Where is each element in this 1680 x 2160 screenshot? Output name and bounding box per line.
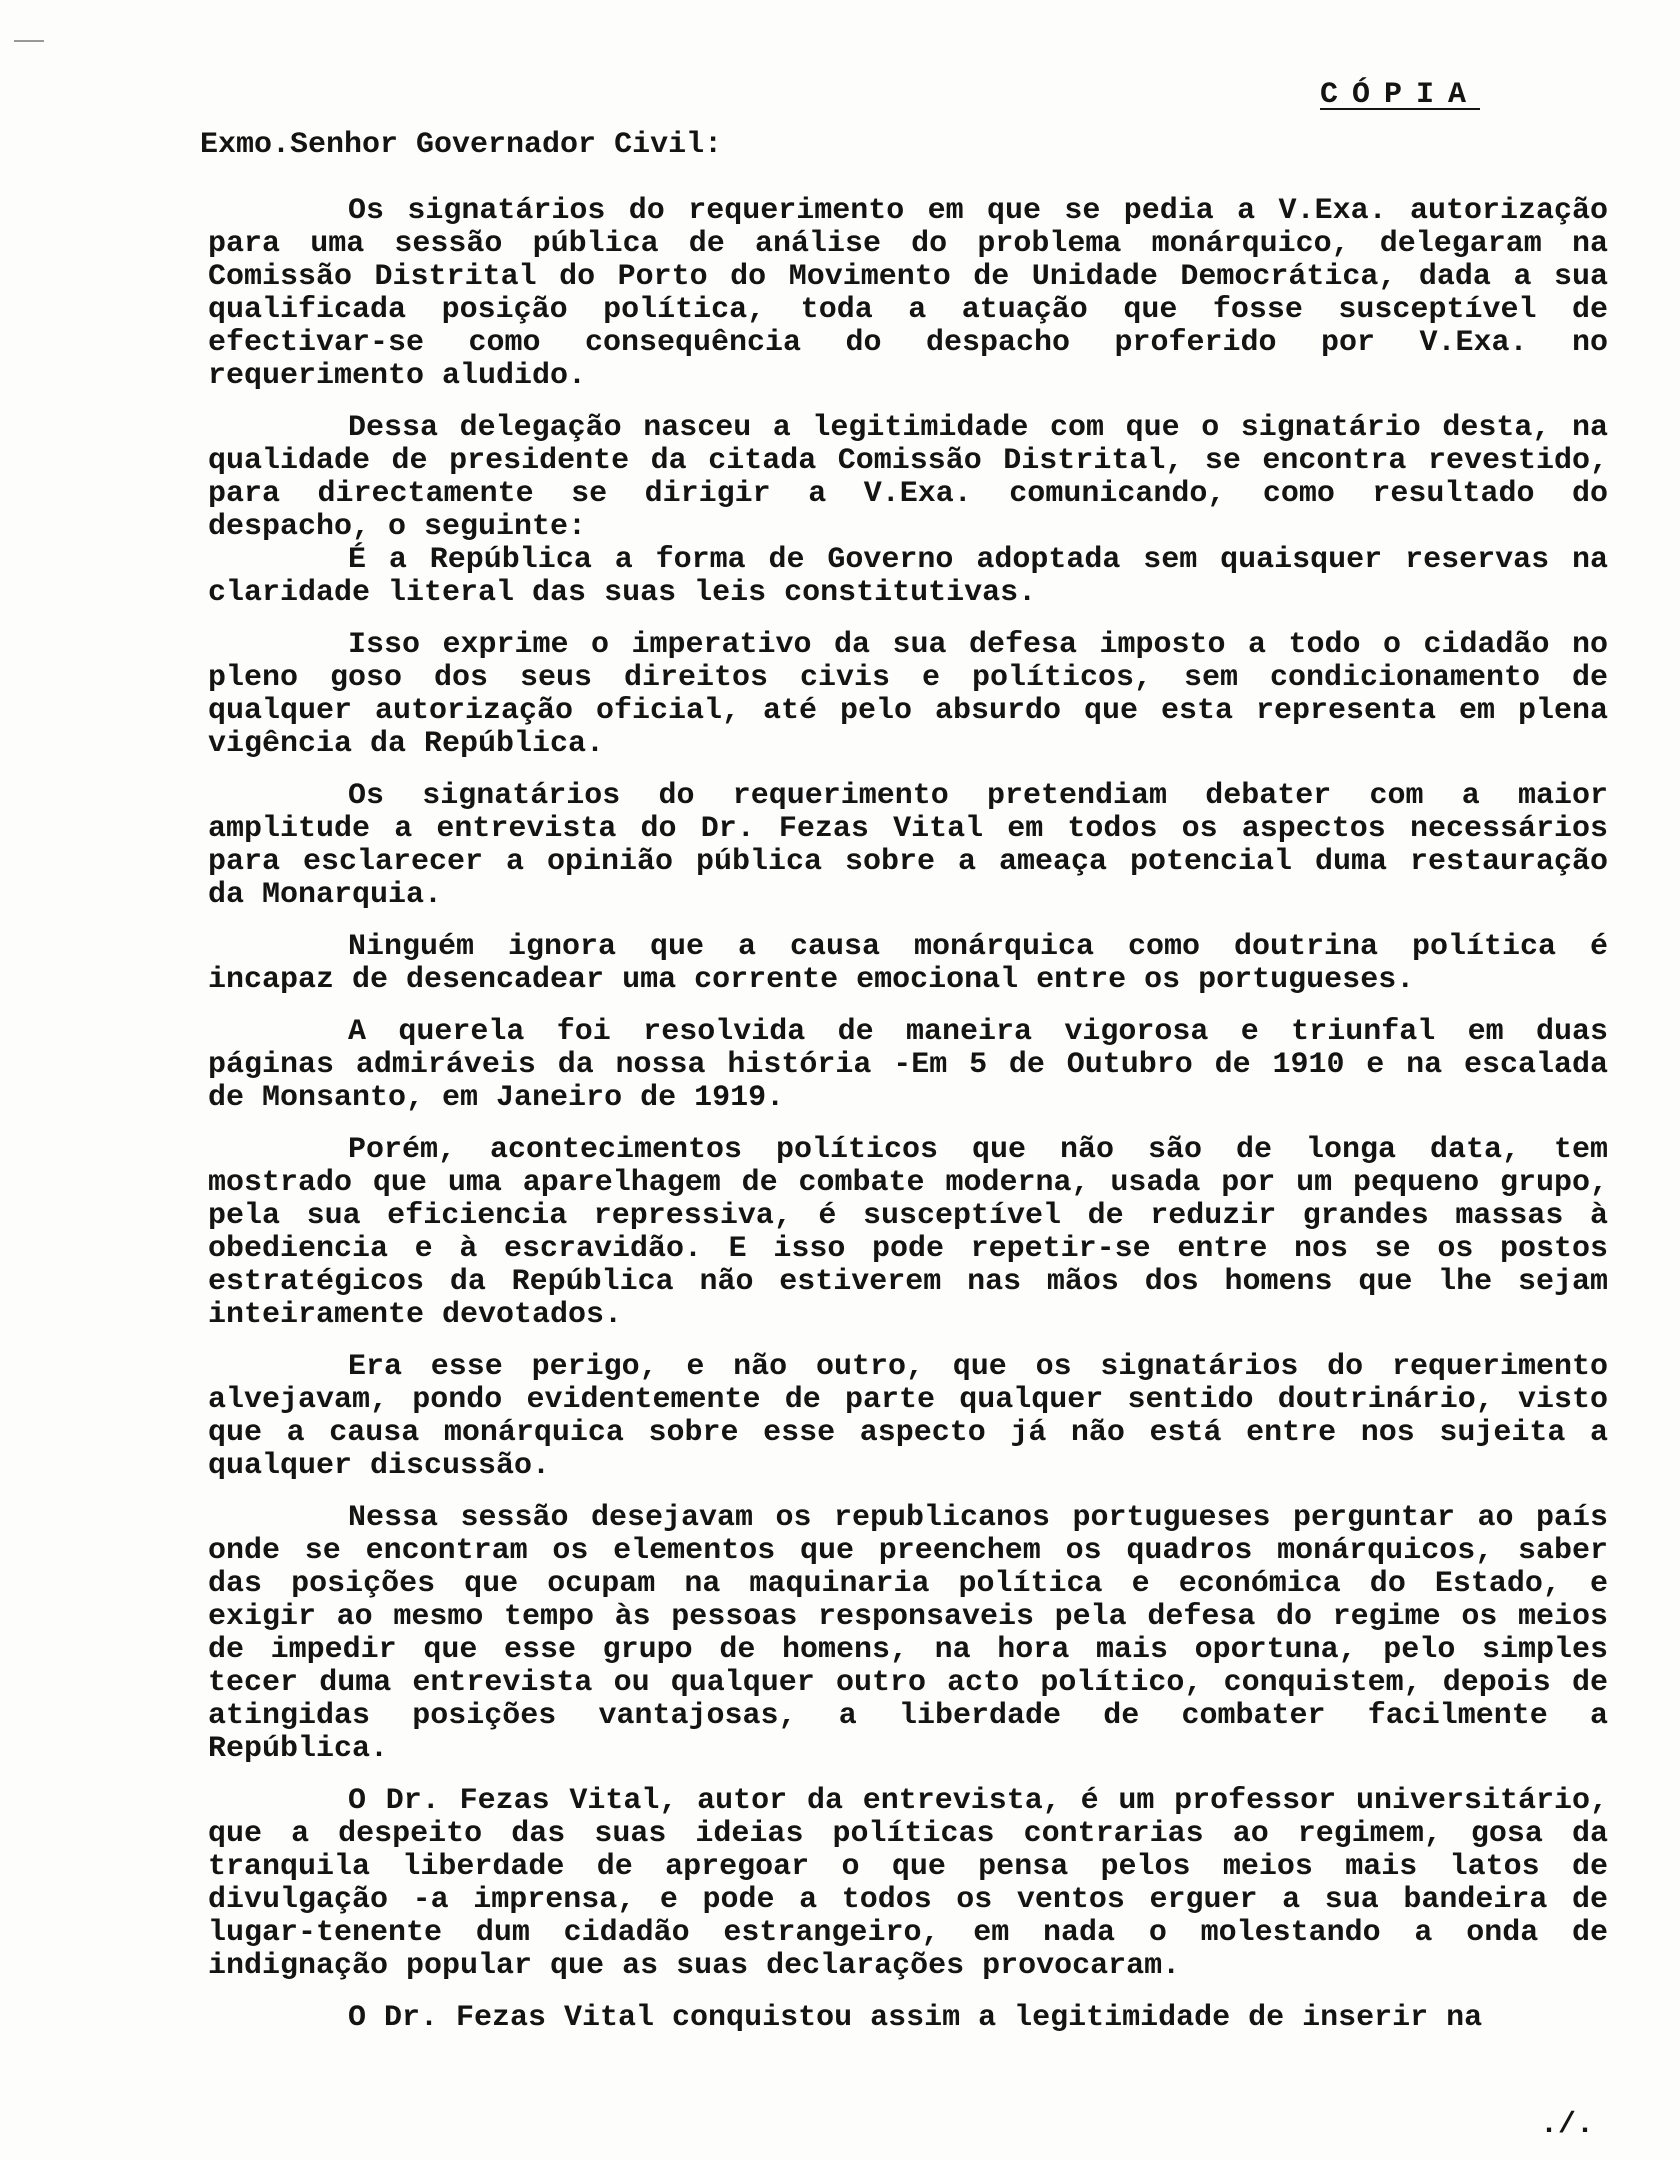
paragraph-6: Ninguém ignora que a causa monárquica como doutrina política é incapaz de desencadear uma corrente emocional entre os portugueses.: [208, 930, 1608, 997]
paragraph-9: Era esse perigo, e não outro, que os signatários do requerimento alvejavam, pondo evidentemente de parte qualquer sentido doutrinário, visto que a causa monárquica sobre esse aspecto já não está entre nos sujeita a qualquer discussão.: [208, 1350, 1608, 1483]
paragraph-7: A querela foi resolvida de maneira vigorosa e triunfal em duas páginas admiráveis da nossa história -Em 5 de Outubro de 1910 e na escalada de Monsanto, em Janeiro de 1919.: [208, 1015, 1608, 1115]
scan-artifact: [14, 40, 44, 42]
paragraph-4: Isso exprime o imperativo da sua defesa imposto a todo o cidadão no pleno goso dos seus direitos civis e políticos, sem condicionamento de qualquer autorização oficial, até pelo absurdo que esta representa em plena vigência da República.: [208, 628, 1608, 761]
paragraph-12: O Dr. Fezas Vital conquistou assim a legitimidade de inserir na: [348, 2001, 1483, 2035]
letter-body: [208, 195, 1608, 2054]
paragraph-11: O Dr. Fezas Vital, autor da entrevista, é um professor universitário, que a despeito das suas ideias políticas contrarias ao regimem, gosa da tranquila liberdade de apregoar o que pensa pelos meios mais latos de divulgação -a imprensa, e pode a todos os ventos erguer a sua bandeira de lugar-tenente dum cidadão estrangeiro, em nada o molestando a onda de indignação popular que as suas declarações provocaram.: [208, 1784, 1608, 1983]
salutation: Exmo.Senhor Governador Civil:: [200, 128, 723, 162]
paragraph-2: Dessa delegação nasceu a legitimidade com que o signatário desta, na qualidade de presidente da citada Comissão Distrital, se encontra revestido, para directamente se dirigir a V.Exa. comunicando, como resultado do despacho, o seguinte:: [208, 411, 1608, 544]
paragraph-10: Nessa sessão desejavam os republicanos portugueses perguntar ao país onde se encontram os elementos que preenchem os quadros monárquicos, saber das posições que ocupam na maquinaria política e económica do Estado, e exigir ao mesmo tempo às pessoas responsaveis pela defesa do regime os meios de impedir que esse grupo de homens, na hora mais oportuna, pelo simples tecer duma entrevista ou qualquer outro acto político, conquistem, depois de atingidas posições vantajosas, a liberdade de combater facilmente a República.: [208, 1501, 1608, 1766]
paragraph-8: Porém, acontecimentos políticos que não são de longa data, tem mostrado que uma aparelhagem de combate moderna, usada por um pequeno grupo, pela sua eficiencia repressiva, é susceptível de reduzir grandes massas à obediencia e à escravidão. E isso pode repetir-se entre nos se os postos estratégicos da República não estiverem nas mãos dos homens que lhe sejam inteiramente devotados.: [208, 1133, 1608, 1332]
copy-mark: CÓPIA: [1320, 78, 1481, 112]
page-continuation-mark: ./.: [1540, 2108, 1595, 2142]
paragraph-5: Os signatários do requerimento pretendiam debater com a maior amplitude a entrevista do Dr. Fezas Vital em todos os aspectos necessários para esclarecer a opinião pública sobre a ameaça potencial duma restauração da Monarquia.: [208, 779, 1608, 912]
paragraph-1: Os signatários do requerimento em que se pedia a V.Exa. autorização para uma sessão pública de análise do problema monárquico, delegaram na Comissão Distrital do Porto do Movimento de Unidade Democrática, dada a sua qualificada posição política, toda a atuação que fosse susceptível de efectivar-se como consequência do despacho proferido por V.Exa. no requerimento aludido.: [208, 194, 1608, 393]
paragraph-3: É a República a forma de Governo adoptada sem quaisquer reservas na claridade literal das suas leis constitutivas.: [208, 543, 1608, 610]
